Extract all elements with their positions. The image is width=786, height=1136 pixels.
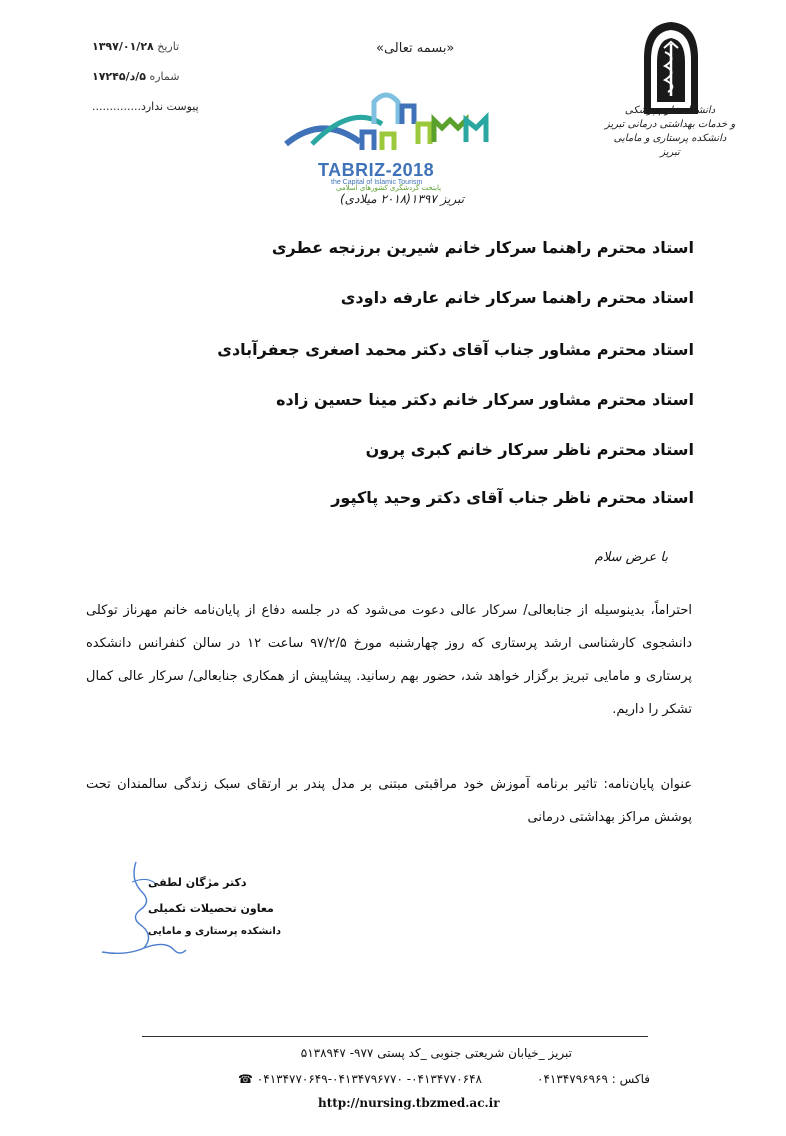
number-line — [92, 70, 180, 83]
attachment-line: پیوست ندارد.............. — [92, 100, 199, 113]
tabriz-persian-caption: پایتخت گردشگری کشورهای اسلامی — [336, 184, 442, 192]
university-name-line2: و خدمات بهداشتی درمانی تبریز — [604, 119, 736, 130]
tabriz-year: تبریز ۱۳۹۷(۲۰۱۸ میلادی) — [340, 192, 465, 206]
date-label: تاریخ — [157, 40, 180, 53]
footer-fax: فاکس : ۰۴۱۳۴۷۹۶۹۶۹ — [537, 1072, 650, 1086]
footer-url[interactable]: http://nursing.tbzmed.ac.ir — [318, 1096, 500, 1110]
thesis-title-paragraph: عنوان پایان‌نامه: تاثیر برنامه آموزش خود مراقبتی مبتنی بر مدل پندر بر ارتقای سبک زندگی سالمندان تحت پوشش مراکز بهداشتی درمانی — [86, 777, 692, 825]
footer-phones — [238, 1072, 482, 1086]
invitation-paragraph: احتراماً، بدینوسیله از جنابعالی/ سرکار عالی دعوت می‌شود که در جلسه دفاع از پایان‌نامه خانم مهرناز توکلی دانشجوی کارشناسی ارشد پرستاری که روز چهارشنبه مورخ ۹۷/۲/۵ ساعت ۱۲ در سالن کنفرانس دانشکده پرستاری و مامایی تبریز برگزار خواهد شد، حضور بهم رسانید. پیشاپیش از همکاری جنابعالی/ سرکار عالی کمال تشکر را داریم. — [86, 603, 693, 717]
university-name — [604, 104, 736, 160]
footer-divider — [142, 1036, 648, 1037]
tabriz-title: TABRIZ-2018 — [318, 160, 435, 180]
footer-address: تبریز _خیابان شریعتی جنوبی _کد پستی ۹۷۷- ۵۱۳۸۹۴۷ — [300, 1046, 572, 1060]
recipient-line: استاد محترم مشاور جناب آقای دکتر محمد اصغری جعفرآبادی — [217, 340, 694, 359]
date-line — [92, 40, 179, 53]
date-value: ۱۳۹۷/۰۱/۲۸ — [92, 40, 154, 53]
recipient-line: استاد محترم ناظر سرکار خانم کبری پرون — [365, 440, 694, 459]
tabriz-subtitle: the Capital of Islamic Tourism — [331, 179, 423, 186]
recipient-line: استاد محترم راهنما سرکار خانم عارفه داودی — [340, 288, 694, 307]
signer-position: معاون تحصیلات تکمیلی — [148, 902, 274, 915]
recipient-line: استاد محترم راهنما سرکار خانم شیرین برزنجه عطری — [271, 238, 694, 257]
university-name-line1: دانشگاه علوم پزشکی — [624, 105, 716, 116]
university-name-line3: دانشکده پرستاری و مامایی تبریز — [613, 133, 727, 158]
phone-icon: ☎ — [238, 1072, 253, 1086]
invocation-text: «بسمه تعالی» — [376, 41, 455, 56]
number-label: شماره — [149, 70, 180, 83]
signer-name: دکتر مژگان لطفی — [148, 876, 247, 889]
number-value: ۵/د/۱۷۲۴۵ — [92, 70, 146, 83]
footer-phones-text: ۰۴۱۳۴۷۷۰۶۴۸- ۰۴۱۳۴۷۷۰۶۴۹-۰۴۱۳۴۷۹۶۷۷۰ — [256, 1072, 482, 1086]
recipient-line: استاد محترم ناظر جناب آقای دکتر وحید پاکپور — [331, 488, 694, 507]
recipient-line: استاد محترم مشاور سرکار خانم دکتر مینا حسین زاده — [276, 390, 694, 409]
greeting: با عرض سلام — [594, 550, 668, 565]
signer-school: دانشکده پرستاری و مامایی — [148, 926, 281, 937]
university-logo-icon — [638, 18, 704, 118]
